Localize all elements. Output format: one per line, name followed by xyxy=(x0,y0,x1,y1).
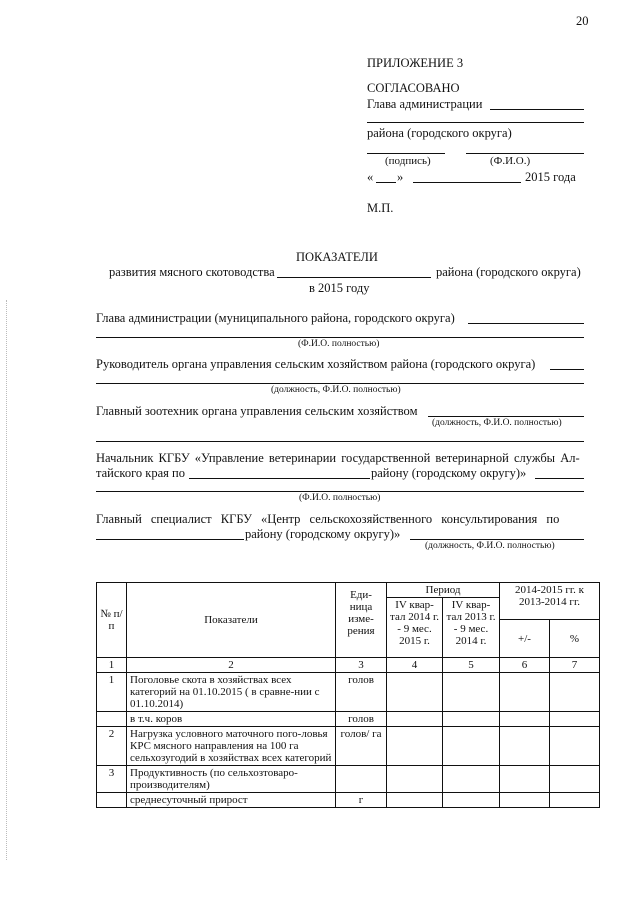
row-indicator: Поголовье скота в хозяйствах всех категорий на 01.10.2015 ( в сравне-нии с 01.10.2014) xyxy=(127,673,336,712)
row-value-delta xyxy=(500,727,550,766)
head-admin-label: Глава администрации xyxy=(367,97,483,111)
zootech-name-line xyxy=(96,441,584,442)
row-indicator: в т.ч. коров xyxy=(127,712,336,727)
vet-head-text-1: Начальник КГБУ «Управление ветеринарии государственной ветеринарной службы Ал- xyxy=(96,451,580,465)
cons-spec-text-1: Главный специалист КГБУ «Центр сельскохозяйственного консультирования по xyxy=(96,512,560,526)
header-period-2: IV квар-тал 2013 г. - 9 мес. 2014 г. xyxy=(443,598,500,658)
indicators-table xyxy=(96,582,600,808)
table-row xyxy=(97,727,600,766)
table-row xyxy=(97,712,600,727)
row-value-p1 xyxy=(387,766,443,793)
cons-spec-text-2: району (городскому округу)» xyxy=(245,527,401,541)
zootech-caption: (должность, Ф.И.О. полностью) xyxy=(432,418,562,428)
head-admin-caption: (Ф.И.О. полностью) xyxy=(298,339,380,349)
head-admin-text: Глава администрации (муниципального района, городского округа) xyxy=(96,311,455,325)
row-value-delta xyxy=(500,793,550,808)
title-line2-b: района (городского округа) xyxy=(436,265,581,279)
appendix-label: ПРИЛОЖЕНИЕ 3 xyxy=(367,56,464,70)
header-row-1 xyxy=(97,583,600,598)
page-number: 20 xyxy=(576,14,589,28)
row-value-percent xyxy=(550,766,600,793)
row-unit: голов/ га xyxy=(336,727,387,766)
row-value-p2 xyxy=(443,727,500,766)
row-num: 1 xyxy=(97,673,127,712)
row-num xyxy=(97,793,127,808)
col-number: 5 xyxy=(443,658,500,673)
header-period: Период xyxy=(387,583,500,598)
vet-district-line xyxy=(189,478,370,479)
row-value-delta xyxy=(500,766,550,793)
row-value-delta xyxy=(500,673,550,712)
col-number: 6 xyxy=(500,658,550,673)
header-compare: 2014-2015 гг. к 2013-2014 гг. xyxy=(500,583,600,620)
agri-head-name-line xyxy=(96,383,584,384)
date-open-quote: « xyxy=(367,170,374,184)
row-value-p2 xyxy=(443,793,500,808)
agri-head-caption: (должность, Ф.И.О. полностью) xyxy=(271,385,401,395)
row-unit: голов xyxy=(336,673,387,712)
vet-fill-line xyxy=(535,478,584,479)
col-number: 4 xyxy=(387,658,443,673)
row-value-p2 xyxy=(443,766,500,793)
head-admin-name-line xyxy=(96,337,584,338)
row-value-p2 xyxy=(443,673,500,712)
cons-fill-line xyxy=(410,539,584,540)
header-delta: +/- xyxy=(500,620,550,658)
row-indicator: Нагрузка условного маточного пого-ловья КРС мясного направления на 100 га сельхозугодий в хозяйствах всех категорий xyxy=(127,727,336,766)
row-unit xyxy=(336,766,387,793)
row-value-percent xyxy=(550,793,600,808)
doc-title: ПОКАЗАТЕЛИ xyxy=(296,250,378,264)
title-district-line xyxy=(277,277,431,278)
col-number: 3 xyxy=(336,658,387,673)
row-num xyxy=(97,712,127,727)
signature-caption: (подпись) xyxy=(385,155,431,167)
header-period-1: IV квар-тал 2014 г. - 9 мес. 2015 г. xyxy=(387,598,443,658)
row-value-p2 xyxy=(443,712,500,727)
date-year: 2015 года xyxy=(525,170,576,184)
table-row xyxy=(97,673,600,712)
cons-caption: (должность, Ф.И.О. полностью) xyxy=(425,541,555,551)
vet-head-text-2b: району (городскому округу)» xyxy=(371,466,527,480)
row-unit: голов xyxy=(336,712,387,727)
row-unit: г xyxy=(336,793,387,808)
row-value-delta xyxy=(500,712,550,727)
header-num: № п/п xyxy=(97,583,127,658)
row-value-percent xyxy=(550,712,600,727)
stamp-label: М.П. xyxy=(367,201,394,215)
row-value-p1 xyxy=(387,712,443,727)
vet-caption: (Ф.И.О. полностью) xyxy=(299,493,381,503)
blank-line xyxy=(367,122,584,123)
header-indicators: Показатели xyxy=(127,583,336,658)
agreed-label: СОГЛАСОВАНО xyxy=(367,81,460,95)
row-num: 3 xyxy=(97,766,127,793)
vet-head-text-2a: тайского края по xyxy=(96,466,185,480)
name-caption: (Ф.И.О.) xyxy=(490,155,531,167)
row-value-p1 xyxy=(387,727,443,766)
scan-edge xyxy=(6,300,7,860)
district-label: района (городского округа) xyxy=(367,126,512,140)
row-value-p1 xyxy=(387,793,443,808)
column-number-row xyxy=(97,658,600,673)
zootech-fill-line xyxy=(428,416,584,417)
title-year: в 2015 году xyxy=(309,281,370,295)
row-value-percent xyxy=(550,673,600,712)
agri-head-text: Руководитель органа управления сельским хозяйством района (городского округа) xyxy=(96,357,536,371)
table-row xyxy=(97,766,600,793)
agri-head-fill-line xyxy=(550,369,584,370)
header-percent: % xyxy=(550,620,600,658)
header-unit: Еди-ница изме-рения xyxy=(336,583,387,658)
signature-line xyxy=(367,153,445,154)
col-number: 2 xyxy=(127,658,336,673)
vet-name-line xyxy=(96,491,584,492)
table-row xyxy=(97,793,600,808)
row-indicator: Продуктивность (по сельхозтоваро-производителям) xyxy=(127,766,336,793)
cons-district-line xyxy=(96,539,244,540)
date-month-line xyxy=(413,182,521,183)
title-line2-a: развития мясного скотоводства xyxy=(109,265,275,279)
zootech-text: Главный зоотехник органа управления сельским хозяйством xyxy=(96,404,418,418)
date-day-line xyxy=(376,182,396,183)
date-close-quote: » xyxy=(397,170,404,184)
name-line xyxy=(466,153,584,154)
row-value-p1 xyxy=(387,673,443,712)
row-value-percent xyxy=(550,727,600,766)
col-number: 7 xyxy=(550,658,600,673)
row-indicator: среднесуточный прирост xyxy=(127,793,336,808)
col-number: 1 xyxy=(97,658,127,673)
head-admin-line xyxy=(490,109,584,110)
head-admin-fill-line xyxy=(468,323,584,324)
row-num: 2 xyxy=(97,727,127,766)
